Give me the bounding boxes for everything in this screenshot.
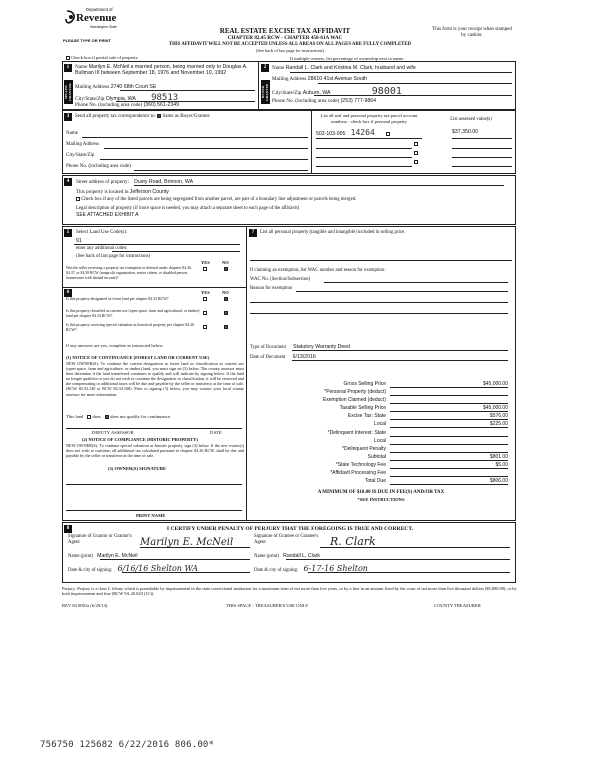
- corr-address-label: Mailing Address: [66, 142, 100, 147]
- tax-row: [252, 405, 512, 413]
- tax-row: [252, 454, 512, 462]
- personal-property-checkbox-4[interactable]: [414, 160, 418, 164]
- seller-name[interactable]: Marilyn E. McNeil a married person, being married only to Douglas A. Bullman III between September 18, 1976 and November 10, 1992: [75, 64, 248, 76]
- current-use-question: Is this property classified as current use (open space, farm and agricultural, or timber) land per chapter 84.34 RCW?: [66, 309, 200, 318]
- type-or-print: PLEASE TYPE OR PRINT: [63, 38, 111, 43]
- seller-address-label: Mailing Address: [75, 84, 110, 90]
- tax-row: [252, 430, 512, 438]
- s5-no-checkbox[interactable]: [224, 267, 228, 271]
- buyer-zip[interactable]: 98001: [371, 86, 402, 97]
- tax-row-label: Local: [374, 421, 386, 428]
- correspondence-label: Send all property tax correspondence to:: [75, 114, 156, 120]
- located-label: This property is located in: [76, 190, 129, 195]
- section-6-number: 6: [64, 289, 72, 297]
- notice2-text: NEW OWNER(S): To continue special valuation as historic property, sign (3) below. If the new owner(s) does not wish to continue, all additional tax calculated pursuant to chapter 84.26 RCW, shall be due and payable by the seller or transferor at the time of sale.: [66, 443, 244, 459]
- segregation-checkbox[interactable]: [76, 197, 80, 201]
- tax-row-label: *Personal Property (deduct): [324, 389, 386, 396]
- parcel-number[interactable]: 502-103-005: [316, 131, 346, 137]
- tax-row-value[interactable]: $576.00: [390, 413, 508, 420]
- reason-label: Reason for exemption: [250, 286, 293, 291]
- section-3-number: 3: [64, 113, 72, 121]
- grantee-date-label: Date & city of signing:: [254, 568, 299, 573]
- section-7-number: 7: [249, 229, 257, 237]
- minimum-due-note: A MINIMUM OF $10.00 IS DUE IN FEE(S) AND/OR TAX: [317, 490, 445, 495]
- grantor-name-label: Name (print): [68, 554, 93, 559]
- tax-row: [252, 462, 512, 470]
- personal-property-checkbox-2[interactable]: [414, 142, 418, 146]
- exemption-question: Was the seller receiving a property tax exemption or deferral under chapters 84.36, 84.37, or 84.38 RCW (nonprofit organization, senior citizen, or disabled person, homeowner with limited income)?: [66, 266, 192, 280]
- corr-name-line[interactable]: [82, 137, 308, 138]
- tax-row: [252, 421, 512, 429]
- parcel-handwritten[interactable]: 14264: [350, 128, 375, 137]
- doc-date[interactable]: 6/13/2016: [292, 354, 316, 360]
- qualify-label: qualify for continuance.: [126, 414, 171, 419]
- partial-sale-checkbox[interactable]: [66, 56, 70, 60]
- tax-row-label: Gross Selling Price: [343, 381, 386, 387]
- tax-row-label: *Delinquent Penalty: [342, 445, 386, 452]
- seller-address[interactable]: 2740 68th Court SE: [110, 84, 157, 90]
- forest-land-question: Is this property designated as forest land per chapter 84.33 RCW?: [66, 297, 169, 301]
- owner-signature-line[interactable]: [66, 484, 242, 485]
- q1-no-checkbox[interactable]: [224, 297, 228, 301]
- owner-signature-label: (3) OWNER(S) SIGNATURE: [108, 466, 167, 471]
- tax-row: [252, 438, 512, 446]
- grantor-date-label: Date & city of signing:: [68, 568, 113, 573]
- buyer-vertical-label: BUYER GRANTEE: [261, 80, 270, 104]
- buyer-phone[interactable]: (253) 777-9864: [340, 98, 377, 104]
- buyer-address[interactable]: 28610 41st Avenue South: [307, 76, 368, 82]
- county[interactable]: Jefferson County: [129, 189, 169, 195]
- deputy-assessor-label: DEPUTY ASSESSOR: [92, 430, 134, 435]
- seller-name-label: Name: [75, 64, 88, 70]
- grantor-date[interactable]: 6/16/16 Shelton WA: [117, 564, 199, 573]
- not-accepted-notice: THIS AFFIDAVIT WILL NOT BE ACCEPTED UNLESS ALL AREAS ON ALL PAGES ARE FULLY COMPLETED: [168, 42, 412, 47]
- tax-row: [252, 381, 512, 389]
- grantee-signature[interactable]: R. Clark: [330, 535, 376, 548]
- does-not-label: does not: [110, 414, 126, 419]
- buyer-phone-label: Phone No. (including area code): [272, 98, 340, 104]
- see-back-note: (See back of last page for instructions): [256, 48, 324, 53]
- tax-row-value[interactable]: $225.00: [390, 421, 508, 428]
- seller-vertical-label: SELLER GRANTOR: [64, 80, 73, 104]
- tax-row: [252, 470, 512, 478]
- dept-state: Washington State: [90, 25, 117, 29]
- additional-codes-label: enter any additional codes:: [76, 246, 128, 251]
- county-treasurer-label: COUNTY TREASURER: [434, 603, 481, 608]
- same-as-buyer-label: Same as Buyer/Grantee: [162, 114, 210, 120]
- tax-row-label: Local: [374, 437, 386, 444]
- grantor-sig-label: Signature of Grantor or Grantor's Agent: [68, 534, 132, 545]
- section5-see-back: (See back of last page for instructions): [76, 254, 151, 259]
- continuance-row: [66, 414, 171, 419]
- tax-row-value[interactable]: [390, 389, 508, 396]
- personal-property-checkbox-3[interactable]: [414, 151, 418, 155]
- parcel-row: [316, 128, 512, 137]
- corr-name-label: Name: [66, 131, 78, 136]
- street-address[interactable]: Dusty Road, Brinnon, WA: [134, 179, 194, 185]
- personal-property-label: List all personal property (tangible and intangible) included in selling price.: [260, 230, 406, 235]
- treasurer-use-only: THIS SPACE - TREASURER'S USE ONLY: [226, 603, 309, 608]
- does-checkbox[interactable]: [87, 415, 91, 419]
- tax-row-value[interactable]: $45,000.00: [390, 405, 508, 412]
- corr-phone-line[interactable]: [134, 170, 308, 171]
- wac-line[interactable]: [324, 282, 508, 283]
- historic-question: Is this property receiving special valuation as historical property per chapter 84.26 RCW?: [66, 323, 195, 332]
- tax-row: [252, 389, 512, 397]
- buyer-city-label: City/State/Zip: [272, 90, 302, 96]
- seller-zip[interactable]: 98513: [151, 93, 179, 103]
- s6-yes-header: YES: [201, 290, 210, 295]
- land-use-code[interactable]: 91: [76, 238, 82, 244]
- q3-yes-checkbox[interactable]: [203, 325, 207, 329]
- tax-row-label: *Delinquent Interest: State: [327, 429, 386, 436]
- tax-row-value[interactable]: [390, 397, 508, 404]
- segregation-label: Check box if any of the listed parcels are being segregated from another parcel, are part of a boundary line adjustment or parcels being merged.: [81, 197, 357, 203]
- tax-row-label: Exemption Claimed (deduct): [322, 397, 386, 404]
- section-2-number: 2: [261, 64, 269, 72]
- q2-no-checkbox[interactable]: [224, 311, 228, 315]
- partial-sale-row[interactable]: [66, 55, 138, 60]
- corr-city-label: City/State/Zip: [66, 153, 95, 158]
- tax-row-label: Taxable Selling Price: [339, 405, 386, 412]
- s5-yes-header: YES: [201, 260, 210, 265]
- q1-yes-checkbox[interactable]: [203, 297, 207, 301]
- tax-row-value[interactable]: [390, 438, 508, 445]
- deputy-assessor-line[interactable]: [66, 428, 242, 429]
- corr-phone-label: Phone No. (including area code): [66, 164, 131, 169]
- doc-date-label: Date of Document: [250, 355, 286, 360]
- dept-name: Revenue: [76, 12, 117, 24]
- see-instructions-note: *SEE INSTRUCTIONS: [357, 497, 405, 502]
- if-yes-note: If any answers are yes, complete as instructed below.: [66, 343, 164, 348]
- doc-type-label: Type of Document: [250, 345, 286, 350]
- grantor-signature[interactable]: Marilyn E. McNeil: [140, 537, 234, 548]
- tax-row-label: *Affidavit Processing Fee: [330, 470, 386, 477]
- seller-city-label: City/State/Zip: [75, 96, 105, 102]
- parcels-header: List all real and personal property tax parcel account numbers - check box if personal property: [320, 113, 418, 124]
- tax-row-value[interactable]: [390, 430, 508, 437]
- seller-phone[interactable]: (360) 561-2349: [143, 102, 180, 108]
- perjury-notice: Perjury: Perjury is a class C felony which is punishable by imprisonment in the state correctional institution for a maximum term of not more than five years, or by a fine in an amount fixed by the court of not more than five thousand dollars ($5,000.00), or by both imprisonment and fine (RCW 9A.20.020 (1C)).: [62, 586, 517, 597]
- this-land-label: This land: [66, 414, 84, 419]
- form-title: REAL ESTATE EXCISE TAX AFFIDAVIT: [219, 27, 351, 35]
- buyer-address-label: Mailing Address: [272, 76, 307, 82]
- tax-row-value[interactable]: $801.00: [390, 454, 508, 461]
- seller-city[interactable]: Olympia, WA: [105, 96, 136, 102]
- notice1-title: (1) NOTICE OF CONTINUANCE (FOREST LAND OR CURRENT USE): [66, 355, 210, 360]
- grantee-name-label: Name (print): [254, 554, 279, 559]
- corr-address-line[interactable]: [104, 148, 308, 149]
- legal-description-value[interactable]: SEE ATTACHED EXHIBIT A: [76, 212, 139, 218]
- does-label: does: [92, 414, 101, 419]
- tax-row-label: Excise Tax: State: [347, 413, 386, 420]
- print-name-line[interactable]: [66, 510, 242, 511]
- buyer-name-label: Name: [272, 65, 285, 71]
- tax-row-value[interactable]: $45,000.00: [390, 381, 508, 388]
- cashier-stamp: 756750 125682 6/22/2016 806.00*: [40, 740, 215, 750]
- receipt-note: This form is your receipt when stamped by cashier.: [432, 27, 512, 38]
- notice2-title: (2) NOTICE OF COMPLIANCE (HISTORIC PROPERTY): [82, 437, 198, 442]
- tax-row-label: *State Technology Fee: [335, 461, 386, 468]
- s5-yes-checkbox[interactable]: [203, 267, 207, 271]
- corr-city-line[interactable]: [100, 159, 308, 160]
- exemption-claim-label: If claiming an exemption, list WAC number and reason for exemption:: [250, 268, 386, 273]
- tax-row-label: Total Due: [364, 478, 386, 485]
- tax-row: [252, 413, 512, 421]
- tax-table: [252, 381, 512, 486]
- notice1-text: NEW OWNER(S): To continue the current designation as forest land or classification as current use (open space, farm and agriculture, or timber) land, you must sign on (3) below. The county assessor must then determine if the land transferred continues to qualify and will indicate by signing below. If the land no longer qualifies or you do not wish to continue the designation or classification, it will be removed and the compensating or additional taxes will be due and payable by the seller or transferor at the time of sale. (RCW 84.33.140 or RCW 84.34.108). Prior to signing (3) below, you may contact your local county assessor for more information.: [66, 361, 244, 397]
- grantor-name[interactable]: Marilyn E. McNeil: [97, 553, 138, 559]
- tax-row: [252, 446, 512, 454]
- buyer-city[interactable]: Auburn, WA: [302, 90, 331, 96]
- land-use-label: Select Land Use Code(s):: [76, 230, 128, 235]
- grantee-date[interactable]: 6-17-16 Shelton: [303, 564, 368, 573]
- deputy-date-label: DATE: [210, 430, 222, 435]
- same-as-buyer-checkbox[interactable]: [157, 114, 161, 118]
- q3-no-checkbox[interactable]: [224, 325, 228, 329]
- multiple-owners-note: If multiple owners, list percentage of ownership next to name.: [290, 56, 405, 61]
- s5-no-header: NO: [222, 260, 229, 265]
- wac-label: WAC No. (Section/Subsection): [250, 277, 311, 282]
- grantee-name[interactable]: Randall L. Clark: [283, 553, 321, 559]
- does-not-checkbox[interactable]: [105, 415, 109, 419]
- certify-statement: I CERTIFY UNDER PENALTY OF PERJURY THAT THE FOREGOING IS TRUE AND CORRECT.: [166, 526, 414, 532]
- assessed-value[interactable]: $37,350.00: [452, 129, 478, 135]
- partial-sale-label: Check box if partial sale of property: [71, 55, 138, 60]
- dor-logo: [64, 7, 134, 37]
- print-name-label: PRINT NAME: [136, 513, 166, 518]
- section-8-number: 8: [64, 525, 72, 533]
- section-5-number: 5: [64, 229, 72, 237]
- s6-no-header: NO: [222, 290, 229, 295]
- street-label: Street address of property:: [76, 180, 129, 185]
- tax-row-label: Subtotal: [367, 453, 386, 460]
- tax-row-value[interactable]: [390, 446, 508, 453]
- legal-description-label: Legal description of property (if more space is needed, you may attach a separate sheet to each page of the affidavit): [76, 206, 300, 211]
- assessed-header: List assessed value(s): [450, 117, 492, 122]
- reason-line[interactable]: [296, 291, 508, 292]
- tax-row-value[interactable]: $5.00: [390, 462, 508, 469]
- buyer-name[interactable]: Randall L. Clark and Kristina M. Clark, husband and wife: [285, 65, 416, 71]
- form-chapter: CHAPTER 82.45 RCW - CHAPTER 458-61A WAC: [227, 35, 343, 41]
- tax-row-value[interactable]: [390, 470, 508, 477]
- seller-phone-label: Phone No. (including area code): [75, 102, 143, 108]
- tax-row-value[interactable]: $806.00: [390, 478, 508, 485]
- doc-type[interactable]: Statutory Warranty Deed: [293, 344, 351, 350]
- rev-number: REV 84 0001a (6/29/14): [62, 603, 108, 608]
- tax-row: [252, 397, 512, 405]
- section-4-number: 4: [64, 178, 72, 186]
- dept-top: Department of: [86, 7, 113, 12]
- q2-yes-checkbox[interactable]: [203, 311, 207, 315]
- section-1-number: 1: [64, 64, 72, 72]
- tax-row: [252, 478, 512, 486]
- personal-property-checkbox-1[interactable]: [386, 132, 390, 136]
- grantee-sig-label: Signature of Grantee or Grantee's Agent: [254, 534, 319, 545]
